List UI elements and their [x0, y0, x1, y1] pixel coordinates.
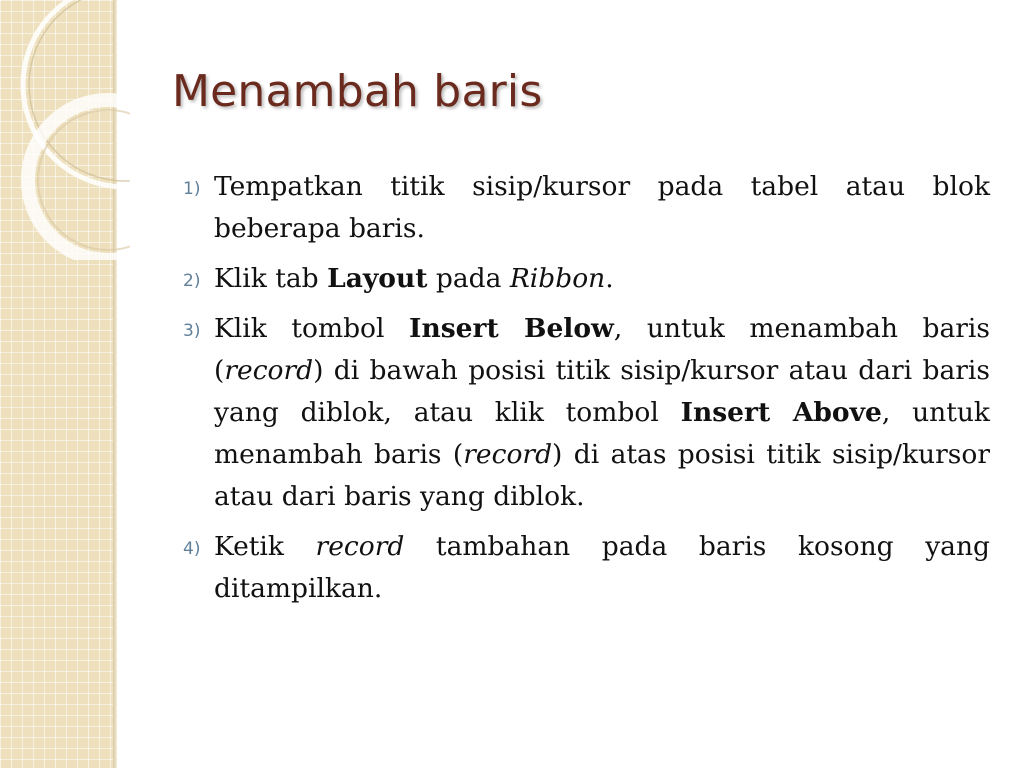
list-number: 2) — [183, 271, 201, 291]
list-item — [183, 166, 990, 250]
step-text: ) di bawah posisi titik sisip/kursor atau dari baris yang diblok, atau klik tombol — [214, 355, 990, 428]
step-text: pada — [427, 263, 510, 294]
list-item — [183, 258, 990, 300]
list-item — [183, 526, 990, 610]
step-text-italic: record — [463, 439, 553, 470]
step-text: , untuk menambah baris ( — [214, 397, 990, 470]
slide-title: Menambah baris — [172, 66, 543, 117]
list-number: 3) — [183, 321, 201, 341]
list-item — [183, 308, 991, 518]
list-number: 4) — [183, 539, 201, 559]
list-number: 1) — [183, 179, 201, 199]
step-text: Klik tab — [214, 263, 328, 294]
step-text-italic: record — [224, 355, 314, 386]
step-text: , untuk menambah baris ( — [214, 313, 991, 386]
steps-list — [183, 166, 991, 618]
step-text-italic: Ribbon — [509, 263, 606, 294]
step-text: . — [605, 263, 614, 294]
decorative-circles — [0, 0, 130, 260]
step-text-bold: Insert Above — [680, 397, 882, 428]
step-text: Tempatkan titik sisip/kursor pada tabel atau blok beberapa baris. — [214, 171, 990, 244]
step-text: Klik tombol — [214, 313, 410, 344]
step-text: Ketik — [214, 531, 316, 562]
step-text-bold: Insert Below — [409, 313, 614, 344]
step-text-bold: Layout — [327, 263, 428, 294]
step-text: ) di atas posisi titik sisip/kursor atau dari baris yang diblok. — [214, 439, 991, 512]
step-text-italic: record — [315, 531, 405, 562]
step-text: tambahan pada baris kosong yang ditampilkan. — [214, 531, 990, 604]
